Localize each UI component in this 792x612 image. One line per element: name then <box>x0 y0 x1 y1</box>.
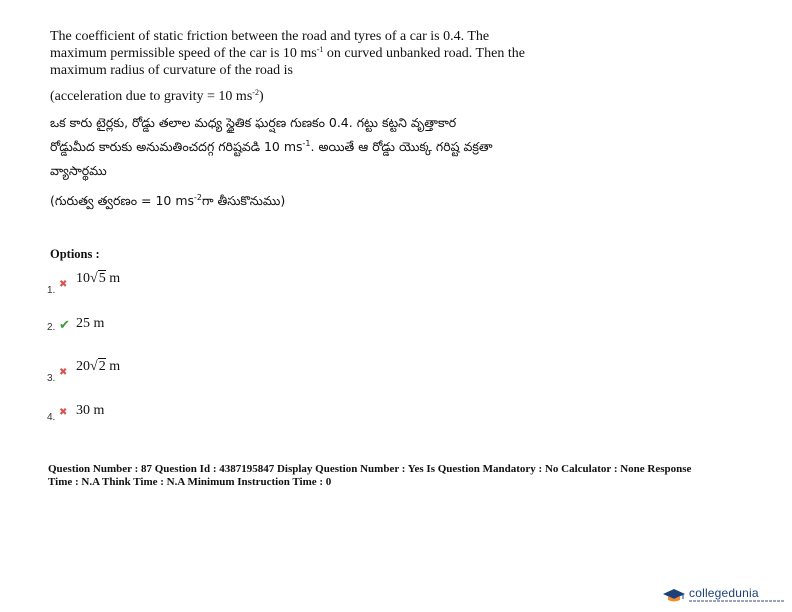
gravity-text: (acceleration due to gravity = 10 ms <box>50 89 253 104</box>
incorrect-icon: ✖ <box>59 407 68 418</box>
telugu-line-2b: . అయితే ఆ రోడ్డు యొక్క గరిష్ట వక్రతా <box>310 139 493 154</box>
option-number: 3. <box>47 373 56 384</box>
option-unit: m <box>105 359 121 374</box>
gravity-note-telugu <box>50 191 580 211</box>
english-line-1: The coefficient of static friction between the road and tyres of a car is 0.4. The <box>50 29 490 44</box>
option-text: 25 m <box>76 316 105 331</box>
sqrt-symbol: √5 <box>90 271 106 286</box>
gravity-close: ) <box>258 89 264 104</box>
graduation-cap-icon <box>662 588 686 604</box>
telugu-gravity-close: గా తీసుకొనుము) <box>202 193 286 208</box>
brand-name: collegedunia <box>689 586 759 600</box>
brand-logo <box>662 586 787 606</box>
unit-exponent: -1 <box>316 45 324 54</box>
incorrect-icon: ✖ <box>59 279 68 290</box>
option-text <box>76 359 120 375</box>
option-2[interactable] <box>47 318 247 346</box>
telugu-gravity-exponent: -2 <box>194 193 203 202</box>
option-1[interactable] <box>47 273 247 301</box>
correct-icon: ✔ <box>59 317 70 332</box>
gravity-note-english <box>50 88 580 105</box>
metadata-line-1: Question Number : 87 Question Id : 4387195847 Display Question Number : Yes Is Question Mandatory : No Calculator : None Response <box>48 463 692 475</box>
incorrect-icon: ✖ <box>59 367 68 378</box>
telugu-line-1: ఒక కారు టైర్లకు, రోడ్డు తలాల మధ్య స్థైతిక ఘర్షణ గుణకం 0.4. గట్టు కట్టని వృత్తాకార <box>50 115 457 130</box>
telugu-line-2a: రోడ్డుమీద కారుకు అనుమతించదగ్గ గరిష్టవడి 10 ms <box>50 139 303 154</box>
brand-tagline <box>689 600 784 602</box>
option-number: 4. <box>47 412 56 423</box>
question-block <box>50 28 580 211</box>
telugu-gravity-text: (గురుత్వ త్వరణం = 10 ms <box>50 193 195 208</box>
radicand: 2 <box>98 359 106 374</box>
question-text-telugu <box>50 111 580 183</box>
option-4[interactable] <box>47 404 247 432</box>
option-coefficient: 20 <box>76 359 90 374</box>
telugu-unit-exponent: -1 <box>302 139 311 148</box>
question-text-english <box>50 28 580 79</box>
gravity-exponent: -2 <box>252 88 259 97</box>
english-line-3: maximum radius of curvature of the road is <box>50 63 293 78</box>
option-3[interactable] <box>47 361 247 389</box>
option-number: 1. <box>47 285 56 296</box>
metadata-line-2: Time : N.A Think Time : N.A Minimum Instruction Time : 0 <box>48 476 332 488</box>
option-unit: m <box>105 271 121 286</box>
radicand: 5 <box>98 271 106 286</box>
option-text <box>76 271 120 287</box>
english-line-2b: on curved unbanked road. Then the <box>326 46 525 61</box>
option-coefficient: 10 <box>76 271 90 286</box>
option-number: 2. <box>47 322 56 333</box>
options-title: Options : <box>50 247 100 261</box>
english-line-2a: maximum permissible speed of the car is 10 ms <box>50 46 317 61</box>
sqrt-symbol: √2 <box>90 359 106 374</box>
question-metadata <box>48 463 768 489</box>
telugu-line-3: వ్యాసార్థము <box>50 163 107 178</box>
option-text: 30 m <box>76 403 105 418</box>
